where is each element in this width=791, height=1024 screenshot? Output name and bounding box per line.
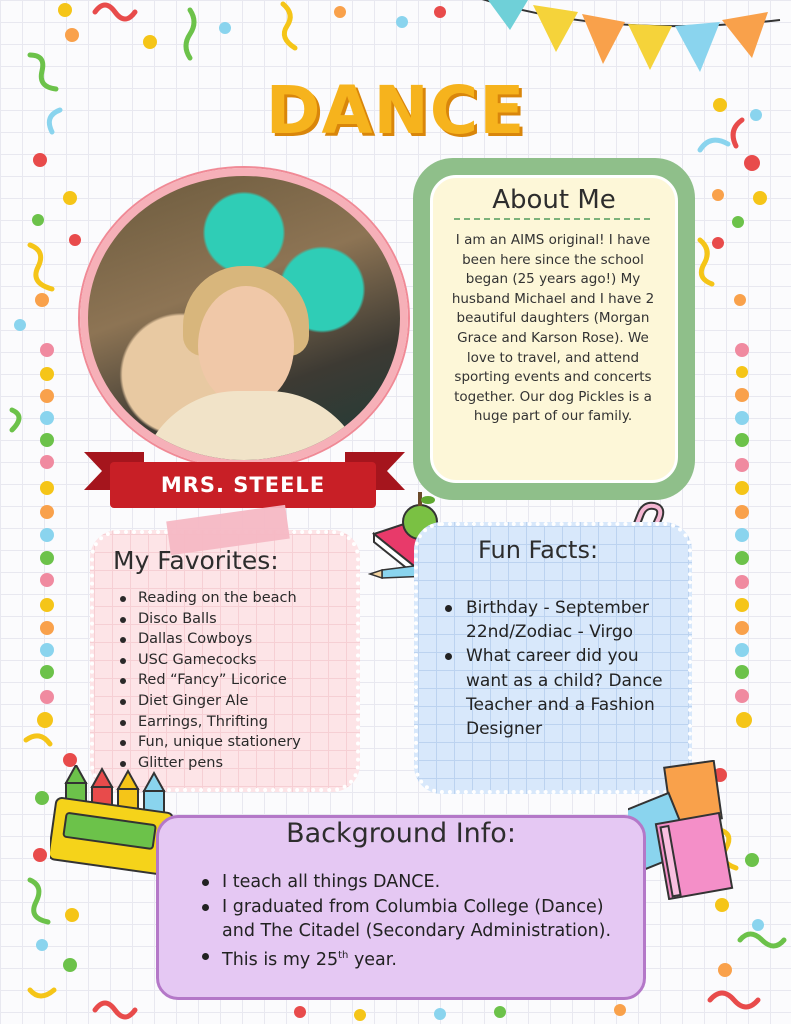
about-title: About Me — [492, 185, 616, 215]
photo-shirt — [138, 391, 368, 468]
years-suffix: year. — [348, 949, 397, 970]
photo-face — [198, 286, 294, 406]
fun-facts-list — [440, 596, 680, 741]
background-info-list — [198, 870, 638, 972]
list-item — [198, 944, 638, 972]
list-item: USC Gamecocks — [118, 650, 353, 671]
list-item: What career did you want as a child? Dance Teacher and a Fashion Designer — [440, 644, 680, 741]
background-info-title: Background Info: — [286, 818, 516, 849]
fun-facts-title: Fun Facts: — [478, 536, 599, 564]
bunting-flags — [470, 0, 780, 72]
page-title: DANCE — [265, 72, 526, 149]
list-item: Fun, unique stationery — [118, 732, 353, 753]
list-item: Dallas Cowboys — [118, 629, 353, 650]
list-item: Diet Ginger Ale — [118, 691, 353, 712]
about-divider — [454, 218, 650, 220]
about-text: I am an AIMS original! I have been here since the school began (25 years ago!) My husband Michael and I have 2 beautiful daughters (Morgan Grace and Karson Rose). We love to travel, and attend sporting events and concerts together. Our dog Pickles is a huge part of our family. — [451, 232, 655, 425]
list-item: Red “Fancy” Licorice — [118, 670, 353, 691]
favorites-title: My Favorites: — [113, 546, 279, 575]
list-item: Birthday - September 22nd/Zodiac - Virgo — [440, 596, 680, 644]
teacher-photo — [80, 168, 408, 468]
list-item: Glitter pens — [118, 753, 353, 774]
list-item: Reading on the beach — [118, 588, 353, 609]
favorites-list — [118, 588, 353, 773]
years-prefix: This is my 25 — [222, 949, 339, 970]
list-item: Disco Balls — [118, 609, 353, 630]
list-item: Earrings, Thrifting — [118, 712, 353, 733]
list-item: I graduated from Columbia College (Dance) and The Citadel (Secondary Administration). — [198, 895, 638, 944]
list-item: I teach all things DANCE. — [198, 870, 638, 895]
years-sup: th — [338, 949, 349, 961]
teacher-name-banner: MRS. STEELE — [110, 462, 376, 508]
